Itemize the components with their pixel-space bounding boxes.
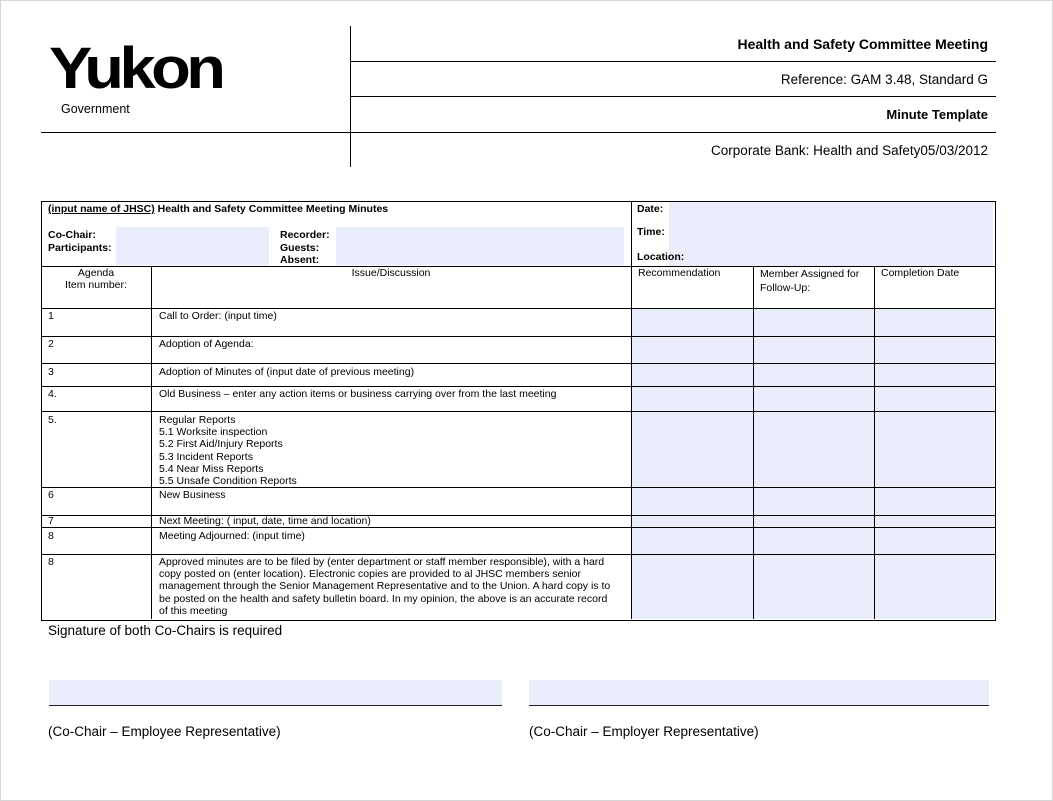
row-2-text: Adoption of Agenda: — [159, 338, 254, 350]
row-6-number: 6 — [48, 489, 54, 501]
header-rule-2 — [350, 96, 996, 97]
form-title: (input name of JHSC) Health and Safety Committee Meeting Minutes — [48, 203, 389, 215]
recommendation-columns-fill[interactable] — [631, 308, 994, 619]
employee-representative-label: (Co-Chair – Employee Representative) — [48, 724, 281, 739]
col-agenda-header: Agenda Item number: — [65, 267, 127, 292]
date-time-location-area[interactable] — [669, 202, 993, 267]
row-1-number: 1 — [48, 310, 54, 322]
row-6-text: New Business — [159, 489, 226, 501]
header-title: Health and Safety Committee Meeting — [737, 36, 988, 52]
col-issue-header: Issue/Discussion — [351, 267, 431, 279]
col-completion-header: Completion Date — [881, 267, 960, 279]
header-reference: Reference: GAM 3.48, Standard G — [780, 72, 988, 87]
row-9-text: Approved minutes are to be filed by (enter department or staff member responsible), with a hard copy posted on (enter location). Electronic copies are provided to al JHSC members senior management through the Senior Management Representative and to the Union. A hard copy is to be posted on the health and safety bulletin board. In my opinion, the above is an accurate record of this meeting — [159, 556, 611, 617]
header-template: Minute Template — [886, 107, 988, 122]
row-5-number: 5. — [48, 414, 57, 426]
cochair-label: Co-Chair: — [48, 229, 96, 241]
employer-representative-label: (Co-Chair – Employer Representative) — [529, 724, 759, 739]
row-8-number: 8 — [48, 530, 54, 542]
row-2-number: 2 — [48, 338, 54, 350]
row-7-text: Next Meeting: ( input, date, time and location) — [159, 515, 371, 527]
row-8-text: Meeting Adjourned: (input time) — [159, 530, 305, 542]
date-label: Date: — [637, 203, 664, 215]
participants-label: Participants: — [48, 242, 112, 254]
header-rule-1 — [350, 61, 996, 62]
col-recommendation-header: Recommendation — [638, 267, 721, 279]
employee-signature-field[interactable] — [49, 680, 502, 706]
row-3-text: Adoption of Minutes of (input date of previous meeting) — [159, 366, 415, 378]
minutes-table — [41, 201, 996, 621]
row-4-number: 4. — [48, 388, 57, 400]
header-rule-3 — [41, 132, 996, 133]
signature-note: Signature of both Co-Chairs is required — [48, 623, 283, 638]
row-1-text: Call to Order: (input time) — [159, 310, 277, 322]
logo-subtitle: Government — [61, 102, 130, 116]
recorder-guests-absent-field[interactable] — [336, 227, 624, 265]
cochair-participants-field[interactable] — [116, 227, 269, 265]
row-3-number: 3 — [48, 366, 54, 378]
location-label: Location: — [637, 251, 685, 263]
header-corporate-bank: Corporate Bank: Health and Safety05/03/2012 — [711, 143, 988, 158]
row-7-number: 7 — [48, 515, 54, 527]
jhsc-name-input[interactable]: (input name of JHSC) — [48, 203, 155, 215]
yukon-logo: Yukon — [49, 36, 222, 101]
row-4-text: Old Business – enter any action items or business carrying over from the last meeting — [159, 388, 557, 400]
row-5-text: Regular Reports 5.1 Worksite inspection 5.2 First Aid/Injury Reports 5.3 Incident Reports 5.4 Near Miss Reports 5.5 Unsafe Condition Reports — [159, 414, 297, 488]
absent-label: Absent: — [280, 254, 320, 266]
row-9-number: 8 — [48, 556, 54, 568]
col-member-header: Member Assigned for Follow-Up: — [760, 268, 860, 294]
recorder-label: Recorder: — [280, 229, 330, 241]
employer-signature-field[interactable] — [529, 680, 989, 706]
guests-label: Guests: — [280, 242, 320, 254]
time-label: Time: — [637, 226, 665, 238]
